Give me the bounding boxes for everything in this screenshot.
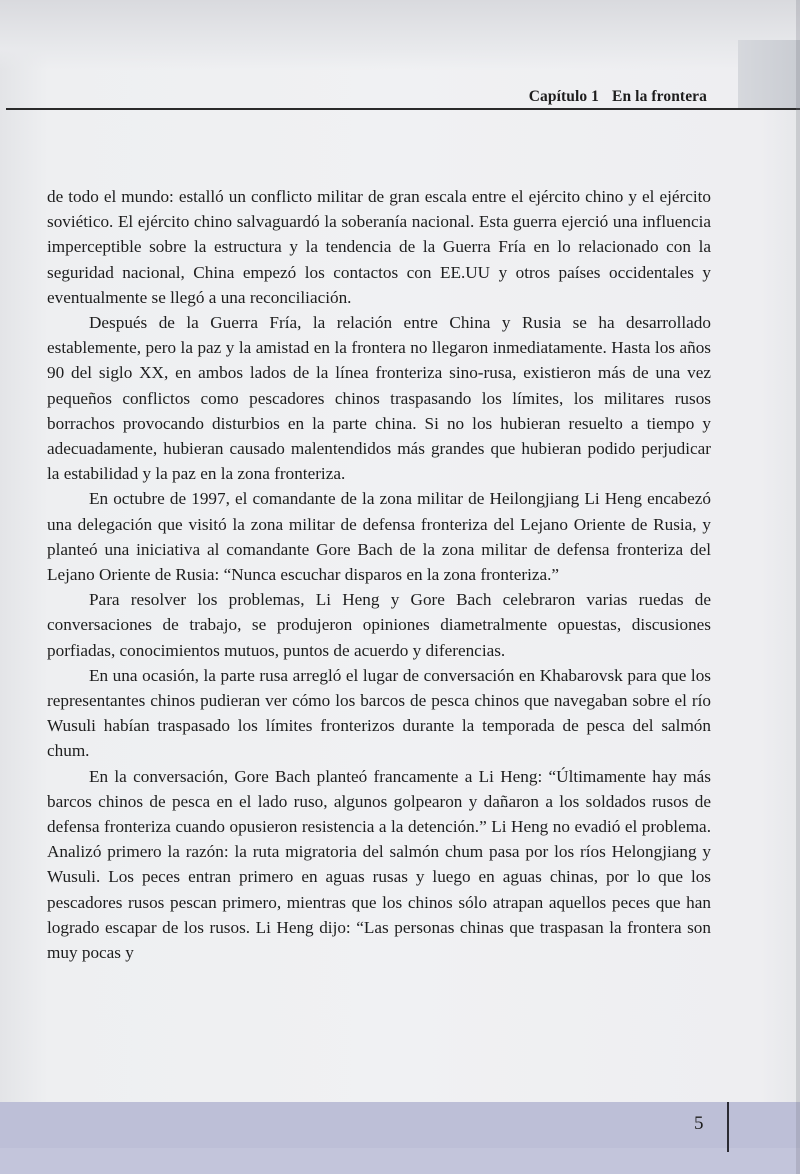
paragraph: En una ocasión, la parte rusa arregló el lugar de conversación en Khabarovsk para que los representantes chinos pudieran ver cómo los barcos de pesca chinos que navegaban sobre el río Wusuli habían traspasado los límites fronterizos durante la temporada de pesca del salmón chum. [47, 665, 711, 761]
footer-rule [727, 1102, 729, 1152]
chapter-label: Capítulo 1 [528, 88, 600, 105]
paragraph: Después de la Guerra Fría, la relación entre China y Rusia se ha desarrollado establemente, pero la paz y la amistad en la frontera no llegaron inmediatamente. Hasta los años 90 del siglo XX, en ambos lados de la línea fronteriza sino-rusa, existieron más de una vez pequeños conflictos como pescadores chinos traspasando los límites, los militares rusos borrachos provocando disturbios en la parte china. Si no los hubieran resuelto a tiempo y adecuadamente, hubieran causado malentendidos más grandes que hubieran podido perjudicar la estabilidad y la paz en la zona fronteriza. [47, 313, 711, 484]
paragraph: Para resolver los problemas, Li Heng y Gore Bach celebraron varias ruedas de conversaciones de trabajo, se produjeron opiniones diametralmente opuestas, discusiones porfiadas, conocimientos mutuos, puntos de acuerdo y diferencias. [47, 590, 711, 660]
page-edge-tab [738, 40, 800, 110]
running-head [529, 88, 707, 106]
paragraph: En la conversación, Gore Bach planteó francamente a Li Heng: “Últimamente hay más barcos chinos de pesca en el lado ruso, algunos golpearon y dañaron a los soldados rusos de defensa fronteriza cuando opusieron resistencia a la detención.” Li Heng no evadió el problema. Analizó primero la razón: la ruta migratoria del salmón chum pasa por los ríos Helongjiang y Wusuli. Los peces entran primero en aguas rusas y luego en aguas chinas, por lo que los pescadores rusos pescan primero, mientras que los chinos sólo atrapan aquellos peces que han logrado escapar de los rusos. Li Heng dijo: “Las personas chinas que traspasan la frontera son muy pocas y [47, 766, 711, 963]
header-rule [6, 108, 800, 110]
paragraph: En octubre de 1997, el comandante de la zona militar de Heilongjiang Li Heng encabezó una delegación que visitó la zona militar de defensa fronteriza del Lejano Oriente de Rusia, y planteó una iniciativa al comandante Gore Bach de la zona militar de defensa fronteriza del Lejano Oriente de Rusia: “Nunca escuchar disparos en la zona fronteriza.” [47, 489, 711, 585]
page-number: 5 [694, 1113, 704, 1134]
top-shadow [0, 0, 800, 70]
page-edge-shadow [796, 0, 800, 1174]
footer-band [0, 1102, 800, 1174]
paragraph-continued: de todo el mundo: estalló un conflicto militar de gran escala entre el ejército chino y el ejército soviético. El ejército chino salvaguardó la soberanía nacional. Esta guerra ejerció una influencia imperceptible sobre la estructura y la tendencia de la Guerra Fría en lo relacionado con la seguridad nacional, China empezó los contactos con EE.UU y otros países occidentales y eventualmente se llegó a una reconciliación. [47, 187, 711, 307]
chapter-title: En la frontera [612, 88, 707, 105]
body-text [47, 184, 711, 965]
